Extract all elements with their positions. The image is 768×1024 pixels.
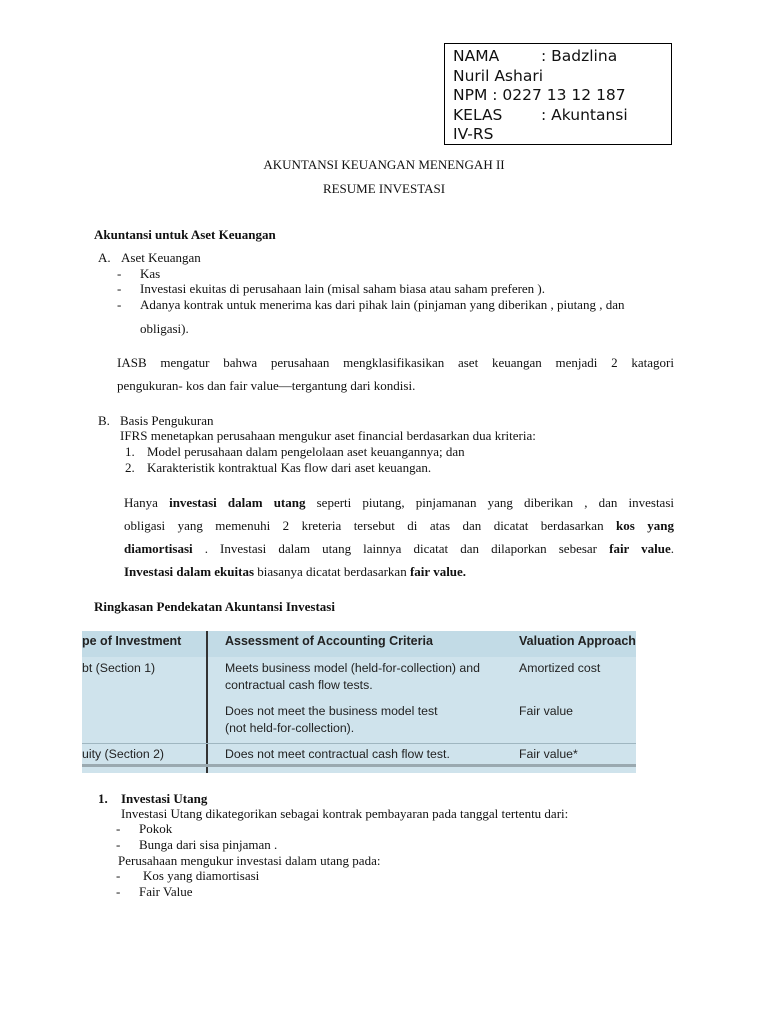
section-heading-aset-keuangan: Akuntansi untuk Aset Keuangan	[94, 227, 276, 242]
bullet-fair-value: Fair Value	[139, 884, 193, 899]
row1-criteria-l2: contractual cash flow tests.	[225, 678, 373, 692]
text-bold-wrap	[609, 541, 674, 556]
nama-value-cont: Nuril Ashari	[453, 66, 544, 85]
bullet-dash: -	[117, 281, 122, 296]
item-a-label: A.	[98, 250, 111, 265]
text: Hanya	[124, 495, 158, 510]
nama-label: NAMA	[453, 47, 500, 65]
investasi-utang-intro: Investasi Utang dikategorikan sebagai kontrak pembayaran pada tanggal tertentu dari:	[121, 806, 569, 821]
text: obligasi yang memenuhi 2 kreteria tersebut di atas dan dicatat berdasarkan	[124, 518, 604, 533]
item-a-title: Aset Keuangan	[121, 250, 201, 265]
doc-title: AKUNTANSI KEUANGAN MENENGAH II	[263, 157, 505, 172]
doc-subtitle: RESUME INVESTASI	[322, 181, 446, 196]
text-bold: kos yang	[616, 518, 674, 533]
section-heading-investasi-utang: Investasi Utang	[121, 791, 208, 806]
bullet-pokok: Pokok	[139, 821, 173, 836]
table-row-separator	[82, 743, 636, 744]
item-b-intro: IFRS menetapkan perusahaan mengukur aset financial berdasarkan dua kriteria:	[120, 428, 536, 443]
text: seperti piutang, pinjamanan yang diberikan , dan investasi	[316, 495, 674, 510]
kelas-value: : Akuntansi	[541, 105, 628, 124]
header-type: pe of Investment	[82, 634, 182, 648]
nama-value: : Badzlina	[541, 47, 618, 65]
text-bold: diamortisasi	[124, 541, 193, 556]
row2-valuation: Fair value	[519, 704, 573, 718]
text: biasanya dicatat berdasarkan	[257, 564, 407, 579]
bullet-kontrak-cont: obligasi).	[140, 321, 189, 336]
kelas-label: KELAS	[453, 105, 503, 124]
row2-criteria-l1: Does not meet the business model test	[225, 704, 438, 718]
row3-valuation: Fair value*	[519, 747, 578, 761]
row1-type: bt (Section 1)	[82, 661, 156, 675]
item-b-title: Basis Pengukuran	[120, 413, 214, 428]
bullet-dash: -	[116, 837, 121, 852]
para-hanya-line2	[124, 518, 674, 534]
npm-line: NPM : 0227 13 12 187	[453, 86, 626, 105]
table-bottom-border	[82, 764, 636, 767]
criteria-item-2: Karakteristik kontraktual Kas flow dari aset keuangan.	[147, 460, 432, 475]
table-header	[82, 631, 636, 657]
text: . Investasi dalam utang lainnya dicatat dan dilaporkan sebesar	[204, 541, 598, 556]
valuation-summary-table	[82, 631, 636, 773]
item-b-label: B.	[98, 413, 110, 428]
criteria-item-1: Model perusahaan dalam pengelolaan aset keuangannya; dan	[147, 444, 465, 459]
table-divider	[206, 631, 208, 773]
list-num: 2.	[125, 460, 135, 475]
text-bold: investasi dalam utang	[169, 495, 306, 510]
text-bold: fair value.	[409, 564, 467, 579]
investasi-utang-intro2: Perusahaan mengukur investasi dalam utang pada:	[118, 853, 381, 868]
bullet-dash: -	[116, 884, 121, 899]
kelas-value-cont: IV-RS	[453, 125, 494, 144]
bullet-dash: -	[117, 297, 122, 312]
text: .	[670, 541, 675, 556]
row3-type: uity (Section 2)	[82, 747, 165, 761]
para-hanya-line1	[124, 495, 674, 511]
list-num: 1.	[125, 444, 135, 459]
section-heading-ringkasan: Ringkasan Pendekatan Akuntansi Investasi	[94, 599, 335, 614]
row1-criteria-l1: Meets business model (held-for-collection) and	[225, 661, 480, 675]
bullet-kas: Kas	[140, 266, 161, 281]
row3-criteria-l1: Does not meet contractual cash flow test.	[225, 747, 450, 761]
para-iasb-line2: pengukuran- kos dan fair value—tergantung dari kondisi.	[117, 378, 416, 393]
para-hanya-line4	[124, 564, 466, 580]
row2-criteria-l2: (not held-for-collection).	[225, 721, 355, 735]
header-assessment: Assessment of Accounting Criteria	[225, 634, 433, 648]
bullet-kos-diamortisasi: Kos yang diamortisasi	[143, 868, 260, 883]
bullet-investasi-ekuitas: Investasi ekuitas di perusahaan lain (misal saham biasa atau saham preferen ).	[140, 281, 546, 296]
bullet-kontrak: Adanya kontrak untuk menerima kas dari pihak lain (pinjaman yang diberikan , piutang , dan	[140, 297, 625, 312]
text-bold: Investasi dalam ekuitas	[124, 564, 255, 579]
row1-valuation: Amortized cost	[519, 661, 601, 675]
bullet-dash: -	[116, 821, 121, 836]
identity-box	[444, 43, 672, 145]
bullet-dash: -	[117, 266, 122, 281]
para-hanya-line3	[124, 541, 674, 557]
text-bold: fair value	[609, 541, 671, 556]
header-valuation: Valuation Approach	[519, 634, 636, 648]
section-num: 1.	[98, 791, 108, 806]
bullet-bunga: Bunga dari sisa pinjaman .	[139, 837, 278, 852]
para-iasb-line1: IASB mengatur bahwa perusahaan mengklasifikasikan aset keuangan menjadi 2 katagori	[117, 355, 674, 370]
bullet-dash: -	[116, 868, 121, 883]
